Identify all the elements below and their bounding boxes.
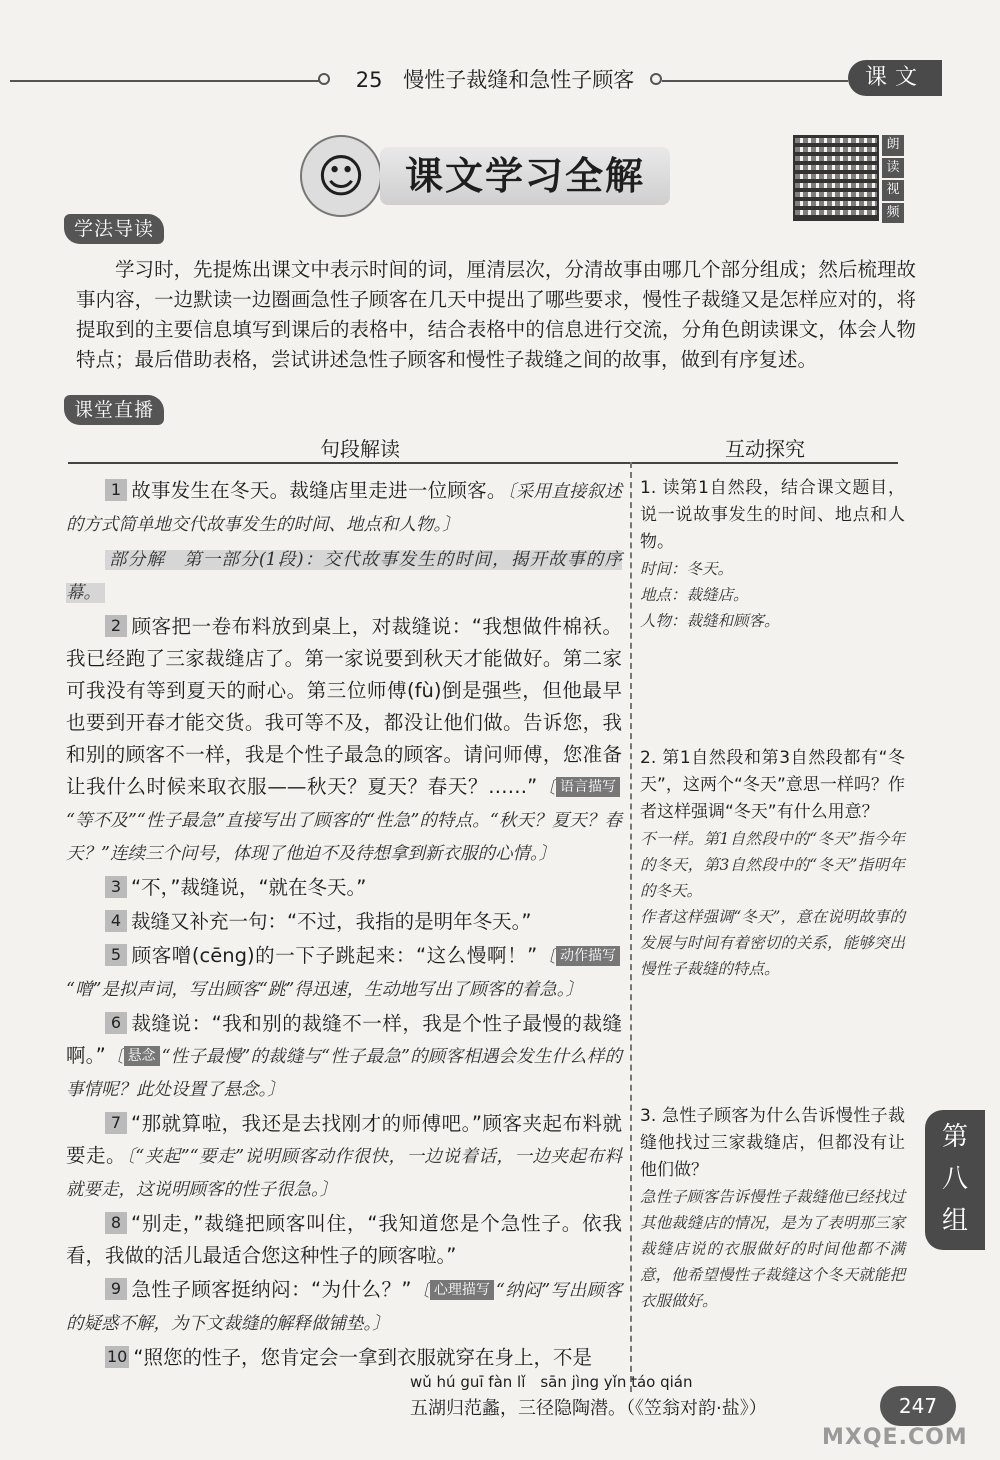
footer-couplet: 五湖归范蠡，三径隐陶潜。（《笠翁对韵·盐》） — [410, 1398, 767, 1419]
answer-text: 急性子顾客告诉慢性子裁缝他已经找过其他裁缝店的情况，是为了表明那三家裁缝店说的衣服做好的时间他都不满意，他希望慢性子裁缝这个冬天就能把衣服做好。 — [640, 1188, 905, 1310]
qr-tag-char: 视 — [882, 180, 904, 201]
side-tab-char: 八 — [941, 1164, 968, 1194]
paragraph-7 — [66, 1108, 622, 1206]
paragraph-number: 3 — [105, 876, 127, 898]
annotation: “性子最慢”的裁缝与“性子最急”的顾客相遇会发生什么样的事情呢？此处设置了悬念。〕 — [66, 1047, 623, 1100]
header-dot-right — [650, 73, 662, 85]
answer-text: 地点：裁缝店。 — [640, 586, 749, 604]
paragraph-text: 故事发生在冬天。裁缝店里走进一位顾客。 — [131, 479, 507, 502]
paragraph-text: 急性子顾客挺纳闷：“为什么？” — [131, 1278, 412, 1301]
paragraph-4 — [66, 906, 622, 938]
answer-text: 作者这样强调“冬天”，意在说明故事的发展与时间有着密切的关系，能够突出慢性子裁缝的特点。 — [640, 908, 905, 978]
side-tab-char: 第 — [941, 1122, 968, 1152]
question-text: 2. 第1自然段和第3自然段都有“冬天”，这两个“冬天”意思一样吗？作者这样强调“冬天”有什么用意？ — [640, 748, 905, 822]
paragraph-number: 7 — [105, 1112, 127, 1134]
question-text: 3. 急性子顾客为什么告诉慢性子裁缝他找过三家裁缝店，但都没有让他们做？ — [640, 1106, 905, 1180]
paragraph-number: 2 — [105, 615, 127, 637]
left-column-heading: 句段解读 — [320, 437, 400, 461]
watermark: MXQE.COM — [822, 1425, 968, 1450]
paragraph-number: 5 — [105, 944, 127, 966]
paragraph-text: “照您的性子，您肯定会一拿到衣服就穿在身上，不是 — [133, 1346, 592, 1369]
page-number: 247 — [880, 1386, 956, 1426]
paragraph-10 — [66, 1342, 622, 1374]
footer-pinyin: wǔ hú guī fàn lǐ sān jìng yǐn táo qián — [410, 1373, 693, 1391]
answer-text: 不一样。第1自然段中的“冬天”指今年的冬天，第3自然段中的“冬天”指明年的冬天。 — [640, 830, 905, 900]
paragraph-text: “那就算啦，我还是去找刚才的师傅吧。”顾客夹起布料就要走。 — [66, 1112, 622, 1167]
paragraph-number: 10 — [107, 1347, 128, 1366]
paragraph-number: 4 — [105, 910, 127, 932]
interactive-questions-column — [640, 475, 905, 1314]
paragraph-number: 6 — [105, 1012, 127, 1034]
column-rule — [68, 462, 898, 464]
girl-mascot-icon: ☺ — [300, 135, 382, 217]
answer-text: 人物：裁缝和顾客。 — [640, 612, 780, 630]
qr-code-icon[interactable] — [793, 135, 879, 221]
question-block-1 — [640, 475, 905, 745]
annotation: “纳闷”写出顾客的疑惑不解，为下文裁缝的解释做铺垫。〕 — [66, 1281, 622, 1334]
annotation-tag: 心理描写 — [430, 1280, 494, 1300]
banner — [300, 135, 680, 215]
guide-text: 学习时，先提炼出课文中表示时间的词，厘清层次，分清故事由哪几个部分组成；然后梳理故事内容，一边默读一边圈画急性子顾客在几天中提出了哪些要求，慢性子裁缝又是怎样应对的，将提取到的主要信息填写到课后的表格中，结合表格中的信息进行交流，分角色朗读课文，体会人物特点；最后借助表格，尝试讲述急性子顾客和慢性子裁缝之间的故事，做到有序复述。 — [76, 258, 916, 371]
unit-side-tab — [925, 1110, 985, 1250]
text-analysis-column — [66, 475, 622, 1376]
paragraph-2: 2 顾客把一卷布料放到桌上，对裁缝说：“我想做件棉袄。我已经跑了三家裁缝店了。第一家说要到秋天才能做好。第二家可我没有等到夏天的耐心。第三位师傅(fù)倒是强些，但他最早也要到开春才能交货。我可等不及，都没让他们做。告诉您，我和别的顾客不一样，我是个性子最急的顾客。请问师傅，您准备让我什么时候来取衣服——秋天？夏天？春天？……”〔 语言描写“等不及”“性子最急”直接写出了顾客的“性急”的特点。“秋天？夏天？春天？”连续三个问号，体现了他迫不及待想拿到新衣服的心情。〕 — [66, 615, 622, 864]
side-tab-char: 组 — [941, 1206, 968, 1236]
column-divider — [630, 462, 632, 1392]
paragraph-text: 顾客噌(cēng)的一下子跳起来：“这么慢啊！” — [131, 944, 538, 967]
lesson-header — [330, 62, 660, 98]
qr-tag-char: 朗 — [882, 135, 904, 156]
lesson-title: 慢性子裁缝和急性子顾客 — [403, 68, 635, 92]
header-rule-right — [662, 80, 848, 82]
annotation-tag: 动作描写 — [556, 946, 620, 966]
paragraph-6: 6 裁缝说：“我和别的裁缝不一样，我是个性子最慢的裁缝啊。”〔 悬念 “性子最慢”的裁缝与“性子最急”的顾客相遇会发生什么样的事情呢？此处设置了悬念。〕 — [66, 1012, 623, 1100]
question-block-2 — [640, 745, 905, 1103]
header-rule-left — [10, 80, 328, 82]
paragraph-number: 8 — [105, 1212, 127, 1234]
classroom-label: 课堂直播 — [64, 395, 164, 425]
header-dot-left — [318, 73, 330, 85]
paragraph-5: 5 顾客噌(cēng)的一下子跳起来：“这么慢啊！”〔 动作描写“噌”是拟声词，写出顾客“跳”得迅速，生动地写出了顾客的着急。〕 — [66, 940, 622, 1006]
banner-title: 课文学习全解 — [380, 147, 670, 205]
lesson-number: 25 — [355, 68, 383, 92]
qr-tag — [882, 135, 904, 223]
paragraph-3 — [66, 872, 622, 904]
qr-tag-char: 频 — [882, 203, 904, 224]
answer-text: 时间：冬天。 — [640, 560, 734, 578]
question-block-3 — [640, 1103, 905, 1314]
guide-label: 学法导读 — [64, 214, 164, 244]
annotation-tag: 语言描写 — [556, 777, 620, 797]
annotation: “噌”是拟声词，写出顾客“跳”得迅速，生动地写出了顾客的着急。〕 — [66, 980, 584, 1000]
annotation-tag: 悬念 — [124, 1046, 160, 1066]
part-analysis — [66, 543, 622, 609]
paragraph-text: 顾客把一卷布料放到桌上，对裁缝说：“我想做件棉袄。我已经跑了三家裁缝店了。第一家说要到秋天才能做好。第二家可我没有等到夏天的耐心。第三位师傅(fù)倒是强些，但他最早也要到开春才能交货。我可等不及，都没让他们做。告诉您，我和别的顾客不一样，我是个性子最急的顾客。请问师傅，您准备让我什么时候来取衣服——秋天？夏天？春天？……” — [66, 615, 622, 798]
paragraph-8 — [66, 1208, 622, 1272]
paragraph-text: 裁缝说：“我和别的裁缝不一样，我是个性子最慢的裁缝啊。” — [66, 1012, 622, 1067]
paragraph-9: 9 急性子顾客挺纳闷：“为什么？”〔 心理描写 “纳闷”写出顾客的疑惑不解，为下文裁缝的解释做铺垫。〕 — [66, 1278, 622, 1334]
question-text: 1. 读第1自然段，结合课文题目，说一说故事发生的时间、地点和人物。 — [640, 478, 905, 552]
paragraph-number: 9 — [105, 1278, 127, 1300]
paragraph-text: “不，”裁缝说，“就在冬天。” — [131, 876, 367, 899]
right-column-heading: 互动探究 — [725, 437, 805, 461]
paragraph-text: “别走，”裁缝把顾客叫住，“我知道您是个急性子。依我看，我做的活儿最适合您这种性子的顾客啦。” — [66, 1212, 622, 1267]
paragraph-text: 裁缝又补充一句：“不过，我指的是明年冬天。” — [131, 910, 532, 933]
annotation: 〔采用直接叙述的方式简单地交代故事发生的时间、地点和人物。〕 — [66, 482, 622, 535]
annotation: “等不及”“性子最急”直接写出了顾客的“性急”的特点。“秋天？夏天？春天？”连续三个问号，体现了他迫不及待想拿到新衣服的心情。〕 — [66, 811, 622, 864]
paragraph-1 — [66, 475, 622, 541]
part-analysis-text: 部分解 第一部分(1段)：交代故事发生的时间，揭开故事的序幕。 — [66, 550, 622, 603]
section-tab-kewen: 课文 — [848, 60, 942, 96]
paragraph-number: 1 — [105, 479, 127, 501]
qr-tag-char: 读 — [882, 158, 904, 179]
annotation: 〔“夹起”“要走”说明顾客动作很快，一边说着话，一边夹起布料就要走，这说明顾客的性子很急。〕 — [66, 1147, 622, 1200]
